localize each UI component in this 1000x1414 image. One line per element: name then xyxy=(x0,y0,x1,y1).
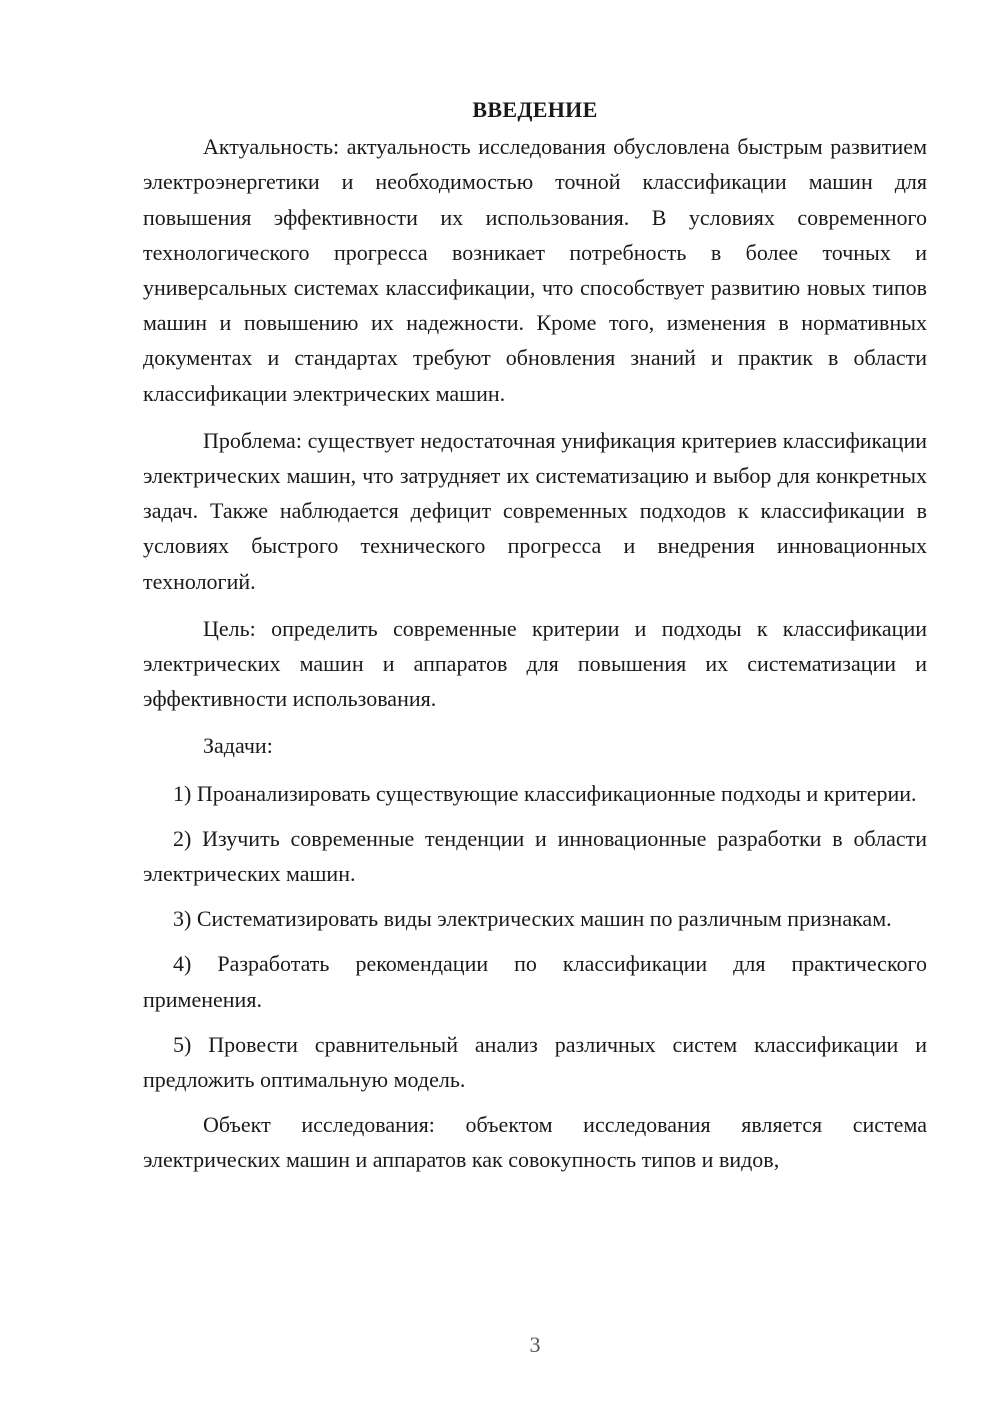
task-item-5: 5) Провести сравнительный анализ различных систем классификации и предложить оптимальную модель. xyxy=(143,1031,927,1093)
tasks-heading: Задачи: xyxy=(203,733,273,759)
document-page xyxy=(143,92,927,1190)
task-item-4: 4) Разработать рекомендации по классификации для практического применения. xyxy=(143,951,927,1012)
paragraph-problem: Проблема: существует недостаточная унификация критериев классификации электрических машин, что затрудняет их систематизацию и выбор для конкретных задач. Также наблюдается дефицит современных подходов к классификации в условиях быстрого технического прогресса и внедрения инновационных технологий. xyxy=(143,427,927,594)
document-title: ВВЕДЕНИЕ xyxy=(472,97,598,122)
task-item-3: 3) Систематизировать виды электрических машин по различным признакам. xyxy=(173,906,892,932)
paragraph-relevance: Актуальность: актуальность исследования обусловлена быстрым развитием электроэнергетики и необходимостью точной классификации машин для повышения эффективности их использования. В условиях современного технологического прогресса возникает потребность в более точных и универсальных системах классификации, что способствует развитию новых типов машин и повышению их надежности. Кроме того, изменения в нормативных документах и стандартах требуют обновления знаний и практик в области классификации электрических машин. xyxy=(143,134,927,406)
page-number: 3 xyxy=(529,1332,541,1357)
task-item-2: 2) Изучить современные тенденции и инновационные разработки в области электрических машин. xyxy=(143,825,927,887)
paragraph-goal: Цель: определить современные критерии и подходы к классификации электрических машин и аппаратов для повышения их систематизации и эффективности использования. xyxy=(143,615,927,712)
task-item-1: 1) Проанализировать существующие классификационные подходы и критерии. xyxy=(173,780,917,806)
paragraph-object: Объект исследования: объектом исследования является система электрических машин и аппаратов как совокупность типов и видов, xyxy=(143,1112,927,1173)
